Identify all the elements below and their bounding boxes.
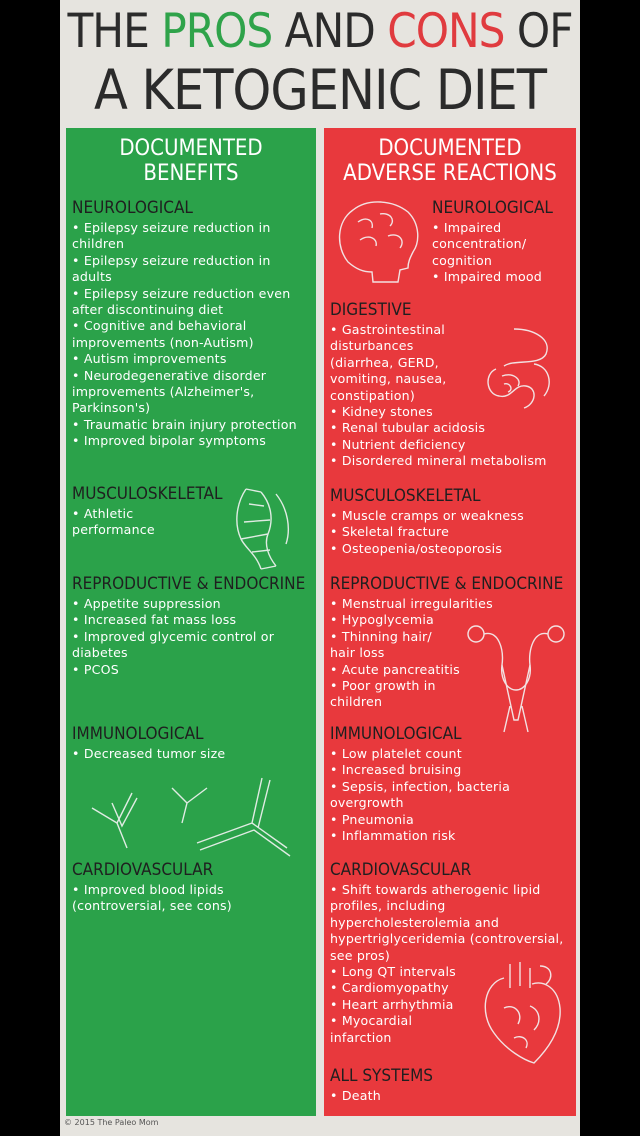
- list-item: • Neurodegenerative disorder improvements (Alzheimer's, Parkinson's): [72, 368, 312, 417]
- list-item: • Impaired concentration/ cognition: [432, 220, 572, 269]
- list-item: • Acute pancreatitis: [330, 662, 574, 678]
- section-title: CARDIOVASCULAR: [330, 860, 472, 880]
- adverse-immunological: [330, 724, 574, 844]
- benefits-column: [66, 128, 316, 1116]
- list-item: • Epilepsy seizure reduction in adults: [72, 253, 312, 286]
- section-title: NEUROLOGICAL: [72, 198, 193, 218]
- benefits-reproductive-endocrine: [72, 574, 312, 678]
- list-item: • Renal tubular acidosis: [330, 420, 574, 436]
- list-item: • Sepsis, infection, bacteria overgrowth: [330, 779, 574, 812]
- title-word-cons: CONS: [387, 4, 505, 59]
- list-item: • Pneumonia: [330, 812, 574, 828]
- list-item: • Epilepsy seizure reduction in children: [72, 220, 312, 253]
- list-item: • Nutrient deficiency: [330, 437, 574, 453]
- list-item: • Kidney stones: [330, 404, 574, 420]
- list-item: • Cardiomyopathy: [330, 980, 574, 996]
- list-item: • Inflammation risk: [330, 828, 574, 844]
- title-word-pros: PROS: [161, 4, 273, 59]
- list-item: • Myocardial infarction: [330, 1013, 460, 1046]
- heart-icon: [474, 958, 570, 1068]
- list-item: • Poor growth in children: [330, 678, 460, 711]
- list-item: • Decreased tumor size: [72, 746, 312, 762]
- adverse-heading-line-2: ADVERSE REACTIONS: [343, 161, 557, 186]
- title-line-1: [60, 4, 580, 59]
- list-item: • Epilepsy seizure reduction even after discontinuing diet: [72, 286, 312, 319]
- list-item: • Gastrointestinal disturbances (diarrhea, GERD, vomiting, nausea, constipation): [330, 322, 450, 404]
- list-item: • Hypoglycemia: [330, 612, 574, 628]
- list-item: • Improved blood lipids (controversial, see cons): [72, 882, 312, 915]
- list-item: • Improved glycemic control or diabetes: [72, 629, 312, 662]
- list-item: • Appetite suppression: [72, 596, 312, 612]
- copyright-credit: © 2015 The Paleo Mom: [64, 1118, 159, 1127]
- list-item: • Cognitive and behavioral improvements (non-Autism): [72, 318, 312, 351]
- benefits-musculoskeletal: [72, 484, 223, 539]
- title-word-of: OF: [504, 4, 573, 59]
- list-item: • Death: [330, 1088, 574, 1104]
- list-item: • Low platelet count: [330, 746, 574, 762]
- section-title: IMMUNOLOGICAL: [330, 724, 462, 744]
- list-item: • Menstrual irregularities: [330, 596, 574, 612]
- uterus-icon: [464, 620, 570, 738]
- infographic: [60, 0, 580, 1136]
- section-title: MUSCULOSKELETAL: [330, 486, 481, 506]
- section-title: MUSCULOSKELETAL: [72, 484, 223, 504]
- adverse-all-systems: [330, 1066, 574, 1104]
- muscle-icon: [216, 484, 306, 574]
- list-item: • Improved bipolar symptoms: [72, 433, 312, 449]
- adverse-heading-line-1: DOCUMENTED: [378, 136, 522, 161]
- benefits-immunological: [72, 724, 312, 762]
- list-item: • Osteopenia/osteoporosis: [330, 541, 574, 557]
- list-item: • Increased fat mass loss: [72, 612, 312, 628]
- list-item: • Heart arrhythmia: [330, 997, 574, 1013]
- list-item: • PCOS: [72, 662, 312, 678]
- benefits-heading: [66, 136, 316, 186]
- antibody-icon: [82, 768, 302, 858]
- section-title: REPRODUCTIVE & ENDOCRINE: [330, 574, 564, 594]
- list-item: • Skeletal fracture: [330, 524, 574, 540]
- benefits-heading-line-1: DOCUMENTED: [119, 136, 263, 161]
- adverse-musculoskeletal: [330, 486, 574, 557]
- section-title: DIGESTIVE: [330, 300, 412, 320]
- benefits-heading-line-2: BENEFITS: [143, 161, 239, 186]
- section-title: ALL SYSTEMS: [330, 1066, 434, 1086]
- section-title: IMMUNOLOGICAL: [72, 724, 204, 744]
- list-item: • Autism improvements: [72, 351, 312, 367]
- list-item: • Muscle cramps or weakness: [330, 508, 574, 524]
- list-item: • Impaired mood: [432, 269, 572, 285]
- adverse-neurological: [432, 198, 572, 286]
- adverse-reactions-column: [324, 128, 576, 1116]
- list-item: • Thinning hair/ hair loss: [330, 629, 452, 662]
- title-word-and: AND: [272, 4, 388, 59]
- section-title: NEUROLOGICAL: [432, 198, 553, 218]
- list-item: • Athletic performance: [72, 506, 212, 539]
- list-item: • Long QT intervals: [330, 964, 574, 980]
- section-title: CARDIOVASCULAR: [72, 860, 214, 880]
- benefits-cardiovascular: [72, 860, 312, 915]
- adverse-heading: [324, 136, 576, 186]
- section-title: REPRODUCTIVE & ENDOCRINE: [72, 574, 306, 594]
- list-item: • Disordered mineral metabolism: [330, 453, 574, 469]
- brain-icon: [328, 192, 428, 292]
- benefits-neurological: [72, 198, 312, 450]
- list-item: • Shift towards atherogenic lipid profiles, including hypercholesterolemia and hypertriglyceridemia (controversial, see pros): [330, 882, 574, 964]
- digestive-system-icon: [474, 324, 564, 414]
- title-word-the: THE: [67, 4, 162, 59]
- title-line-2: A KETOGENIC DIET: [93, 58, 547, 122]
- list-item: • Traumatic brain injury protection: [72, 417, 312, 433]
- list-item: • Increased bruising: [330, 762, 574, 778]
